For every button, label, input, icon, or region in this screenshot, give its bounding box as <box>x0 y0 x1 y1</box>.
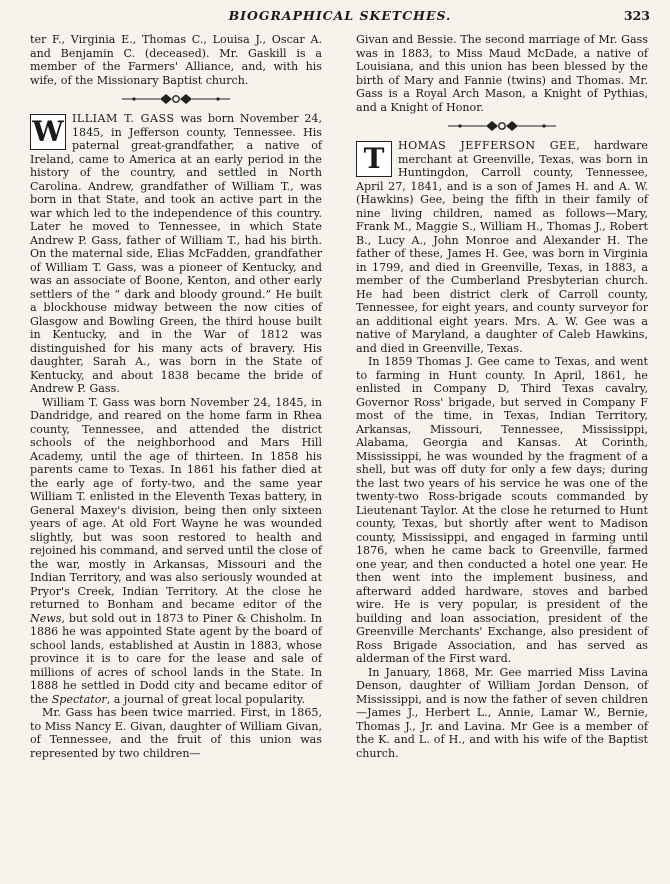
spectator-title: Spectator <box>51 692 107 706</box>
gass-marriage-paragraph: Mr. Gass has been twice married. First, in 1865, to Miss Nancy E. Givan, daughter of William Givan, of Tennessee, and the fruit of this union was represented by two children— <box>30 706 322 760</box>
running-title: BIOGRAPHICAL SKETCHES. <box>228 8 452 23</box>
news-title: News <box>30 611 62 625</box>
gee-dropcap: T <box>356 141 392 177</box>
page-number: 323 <box>623 8 650 23</box>
gass-career-paragraph <box>30 396 322 707</box>
gass-career-text-2: , but sold out in 1873 to Piner & Chisholm. In 1886 he was appointed State agent by the board of school lands, established at Austin in 1883, whose province it is to care for the lease and sale of millions of acres of school lands in the State. In 1888 he settled in Dodd city and became editor of the <box>30 611 322 706</box>
ornament-flourish-icon <box>442 119 562 133</box>
section-ornament-divider <box>30 92 322 106</box>
section-ornament-divider-2 <box>356 119 648 133</box>
gass-bio-paragraph <box>30 112 322 396</box>
gee-marriage-paragraph: In January, 1868, Mr. Gee married Miss Lavina Denson, daughter of William Jordan Denson, of Mississippi, and is now the father of seven children—James J., Herbert L., Annie, Lamar W., Bernie, Thomas J., Jr. and Lavina. Mr Gee is a member of the K. and L. of H., and with his wife of the Baptist church. <box>356 665 648 760</box>
gass-career-text-1: William T. Gass was born November 24, 1845, in Dandridge, and reared on the home farm in Rhea county, Tennessee, and attended the district schools of the neighborhood and Mars Hill Academy, until the age of thirteen. In 1858 his parents came to Texas. In 1861 his father died at the early age of forty-two, and the same year William T. enlisted in the Eleventh Texas battery, in General Maxey's division, being then only sixteen years of age. At old Fort Wayne he was wounded slightly, but was soon restored to health and rejoined his command, and served until the close of the war, mostly in Arkansas, Missouri and the Indian Territory, and was also seriously wounded at Pryor's Creek, Indian Territory. At the close he returned to Bonham and became editor of the <box>30 395 322 611</box>
gass-dropcap: W <box>30 114 66 150</box>
gee-bio-paragraph <box>356 139 648 355</box>
gass-career-text-3: , a journal of great local popularity. <box>106 692 306 706</box>
gass-marriage-continued: Givan and Bessie. The second marriage of Mr. Gass was in 1883, to Miss Maud McDade, a native of Louisiana, and this union has been blessed by the birth of Mary and Fannie (twins) and Thomas. Mr. Gass is a Royal Arch Mason, a Knight of Pythias, and a Knight of Honor. <box>356 33 648 114</box>
gass-name-heading: ILLIAM T. GASS <box>72 112 175 125</box>
left-column <box>30 33 322 760</box>
gee-name-heading: HOMAS JEFFERSON GEE, <box>398 139 581 152</box>
gee-career-paragraph: In 1859 Thomas J. Gee came to Texas, and went to farming in Hunt county. In April, 1861, he enlisted in Company D, Third Texas cavalry, Governor Ross' brigade, but served in Company F most of the time, in Texas, Indian Territory, Arkansas, Missouri, Tennessee, Mississippi, Alabama, Georgia and Kansas. At Corinth, Mississippi, he was wounded by the fragment of a shell, but was off duty for only a few days; during the last two years of his service he was one of the twenty-two Ross-brigade scouts commanded by Lieutenant Taylor. At the close he returned to Hunt county, Texas, but shortly after went to Madison county, Mississippi, and engaged in farming until 1876, when he came back to Greenville, farmed one year, and then conducted a hotel one year. He then went into the implement business, and afterward added hardware, stoves and barbed wire. He is very popular, is president of the building and loan association, president of the Greenville Merchants' Exchange, also president of Ross Brigade Association, and has served as alderman of the First ward. <box>356 355 648 665</box>
running-head <box>30 8 650 28</box>
gass-bio-text: was born November 24, 1845, in Jefferson county, Tennessee. His paternal great-grandfather, a native of Ireland, came to America at an early period in the history of the country, and settled in North Carolina. Andrew, grandfather of William T., was born in that State, and took an active part in the war which led to the independence of this country. Later he moved to Tennessee, in which State Andrew P. Gass, father of William T., had his birth. On the maternal side, Elias McFadden, grandfather of William T. Gass, was a pioneer of Kentucky, and was an associate of Boone, Kenton, and other early settlers of the “ dark and bloody ground.” He built a blockhouse midway between the now cities of Glasgow and Bowling Green, the third house built in Kentucky, and in the War of 1812 was distinguished for his many acts of bravery. His daughter, Sarah A., was born in the State of Kentucky, and about 1838 became the bride of Andrew P. Gass. <box>30 112 322 395</box>
gee-bio-text: hardware merchant at Greenville, Texas, was born in Huntingdon, Carroll county, Tennessee, April 27, 1841, and is a son of James H. and A. W. (Hawkins) Gee, being the fifth in their family of nine living children, named as follows—Mary, Frank M., Maggie S., William H., Thomas J., Robert B., Lucy A., John Monroe and Alexander H. The father of these, James H. Gee, was born in Virginia in 1799, and died in Greenville, Texas, in 1883, a member of the Cumberland Presbyterian church. He had been district clerk of Carroll county, Tennessee, for eight years, and county surveyor for an additional eight years. Mrs. A. W. Gee was a native of Maryland, a daughter of Caleb Hawkins, and died in Greenville, Texas. <box>356 139 649 355</box>
gaskill-paragraph-end: ter F., Virginia E., Thomas C., Louisa J., Oscar A. and Benjamin C. (deceased). Mr. Gaskill is a member of the Farmers' Alliance, and, with his wife, of the Missionary Baptist church. <box>30 33 322 87</box>
right-column <box>356 33 648 760</box>
ornament-flourish-icon <box>116 92 236 106</box>
